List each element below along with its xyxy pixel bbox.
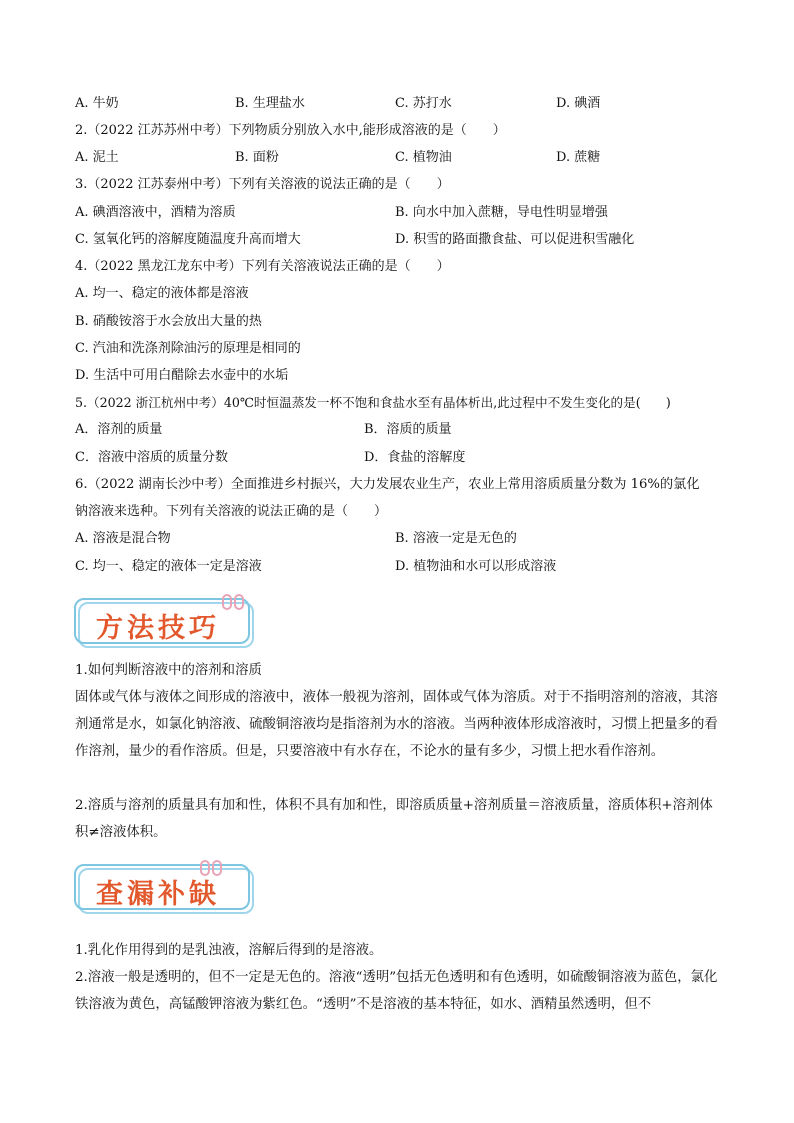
section1-heading: 1.如何判断溶液中的溶剂和溶质 bbox=[75, 663, 262, 678]
q5-stem: 5.（2022 浙江杭州中考）40℃时恒温蒸发一杯不饱和食盐水至有晶体析出,此过程中不发生变化的是( ) bbox=[75, 395, 671, 410]
q2-option-b: B. 面粉 bbox=[235, 150, 279, 165]
q6-stem-line2: 钠溶液来选种。下列有关溶液的说法正确的是（ ） bbox=[75, 504, 388, 519]
q3-option-d: D. 积雪的路面撒食盐、可以促进积雪融化 bbox=[395, 232, 635, 247]
q3-option-c: C. 氢氧化钙的溶解度随温度升高而增大 bbox=[75, 232, 301, 247]
q6-option-b: B. 溶液一定是无色的 bbox=[395, 531, 517, 546]
q2-option-c: C. 植物油 bbox=[395, 150, 452, 165]
q6-options-row1 bbox=[75, 529, 725, 549]
q1-options bbox=[75, 94, 725, 114]
q6-option-a: A. 溶液是混合物 bbox=[75, 531, 171, 546]
q5-option-b: B．溶质的质量 bbox=[364, 422, 452, 437]
q1-option-c: C. 苏打水 bbox=[395, 96, 452, 111]
q2-options bbox=[75, 148, 725, 168]
q6-stem-line1: 6.（2022 湖南长沙中考）全面推进乡村振兴，大力发展农业生产，农业上常用溶质质量分数为 16%的氯化 bbox=[75, 477, 700, 492]
q2-stem: 2.（2022 江苏苏州中考）下列物质分别放入水中,能形成溶液的是（ ） bbox=[75, 123, 506, 138]
q1-option-a: A. 牛奶 bbox=[75, 96, 119, 111]
q3-options-row1 bbox=[75, 203, 725, 223]
section-banner-methods bbox=[74, 594, 260, 650]
q4-option-c: C. 汽油和洗涤剂除油污的原理是相同的 bbox=[75, 341, 301, 356]
section-banner-gaps bbox=[74, 860, 260, 916]
q6-option-c: C. 均一、稳定的液体一定是溶液 bbox=[75, 559, 262, 574]
q4-option-d: D. 生活中可用白醋除去水壶中的水垢 bbox=[75, 368, 289, 383]
section-title: 查漏补缺 bbox=[96, 879, 220, 910]
q5-option-c: C．溶液中溶质的质量分数 bbox=[75, 450, 228, 465]
q5-option-d: D．食盐的溶解度 bbox=[364, 450, 466, 465]
q3-option-b: B. 向水中加入蔗糖，导电性明显增强 bbox=[395, 205, 608, 220]
q5-options-row1 bbox=[75, 420, 725, 440]
section2-paragraph1: 1.乳化作用得到的是乳浊液，溶解后得到的是溶液。 bbox=[75, 943, 383, 958]
q5-option-a: A．溶剂的质量 bbox=[75, 422, 163, 437]
q3-option-a: A. 碘酒溶液中，酒精为溶质 bbox=[75, 205, 236, 220]
section1-paragraph2: 2.溶质与溶剂的质量具有加和性，体积不具有加和性，即溶质质量+溶剂质量＝溶液质量，溶质体积+溶剂体积≠溶液体积。 bbox=[75, 798, 713, 840]
q4-option-a: A. 均一、稳定的液体都是溶液 bbox=[75, 286, 249, 301]
q3-stem: 3.（2022 江苏泰州中考）下列有关溶液的说法正确的是（ ） bbox=[75, 177, 450, 192]
q6-option-d: D. 植物油和水可以形成溶液 bbox=[395, 559, 557, 574]
q2-option-a: A. 泥土 bbox=[75, 150, 119, 165]
paper-clip-icon bbox=[232, 594, 246, 610]
q4-option-b: B. 硝酸铵溶于水会放出大量的热 bbox=[75, 314, 262, 329]
q3-options-row2 bbox=[75, 230, 725, 250]
q1-option-d: D. 碘酒 bbox=[556, 96, 601, 111]
q4-stem: 4.（2022 黑龙江龙东中考）下列有关溶液说法正确的是（ ） bbox=[75, 259, 450, 274]
q5-options-row2 bbox=[75, 448, 725, 468]
section1-paragraph1: 固体或气体与液体之间形成的溶液中，液体一般视为溶剂，固体或气体为溶质。对于不指明溶剂的溶液，其溶剂通常是水，如氯化钠溶液、硫酸铜溶液均是指溶剂为水的溶液。当两种液体形成溶液时，习惯上把量多的看作溶剂，量少的看作溶质。但是，只要溶液中有水存在，不论水的量有多少，习惯上把水看作溶剂。 bbox=[75, 690, 718, 759]
section2-paragraph2: 2.溶液一般是透明的，但不一定是无色的。溶液“透明”包括无色透明和有色透明，如硫酸铜溶液为蓝色，氯化铁溶液为黄色，高锰酸钾溶液为紫红色。“透明”不是溶液的基本特征，如水、酒精虽然透明，但不 bbox=[75, 970, 718, 1012]
q6-options-row2 bbox=[75, 557, 725, 577]
section-title: 方法技巧 bbox=[96, 613, 220, 644]
q1-option-b: B. 生理盐水 bbox=[235, 96, 305, 111]
q2-option-d: D. 蔗糖 bbox=[556, 150, 601, 165]
